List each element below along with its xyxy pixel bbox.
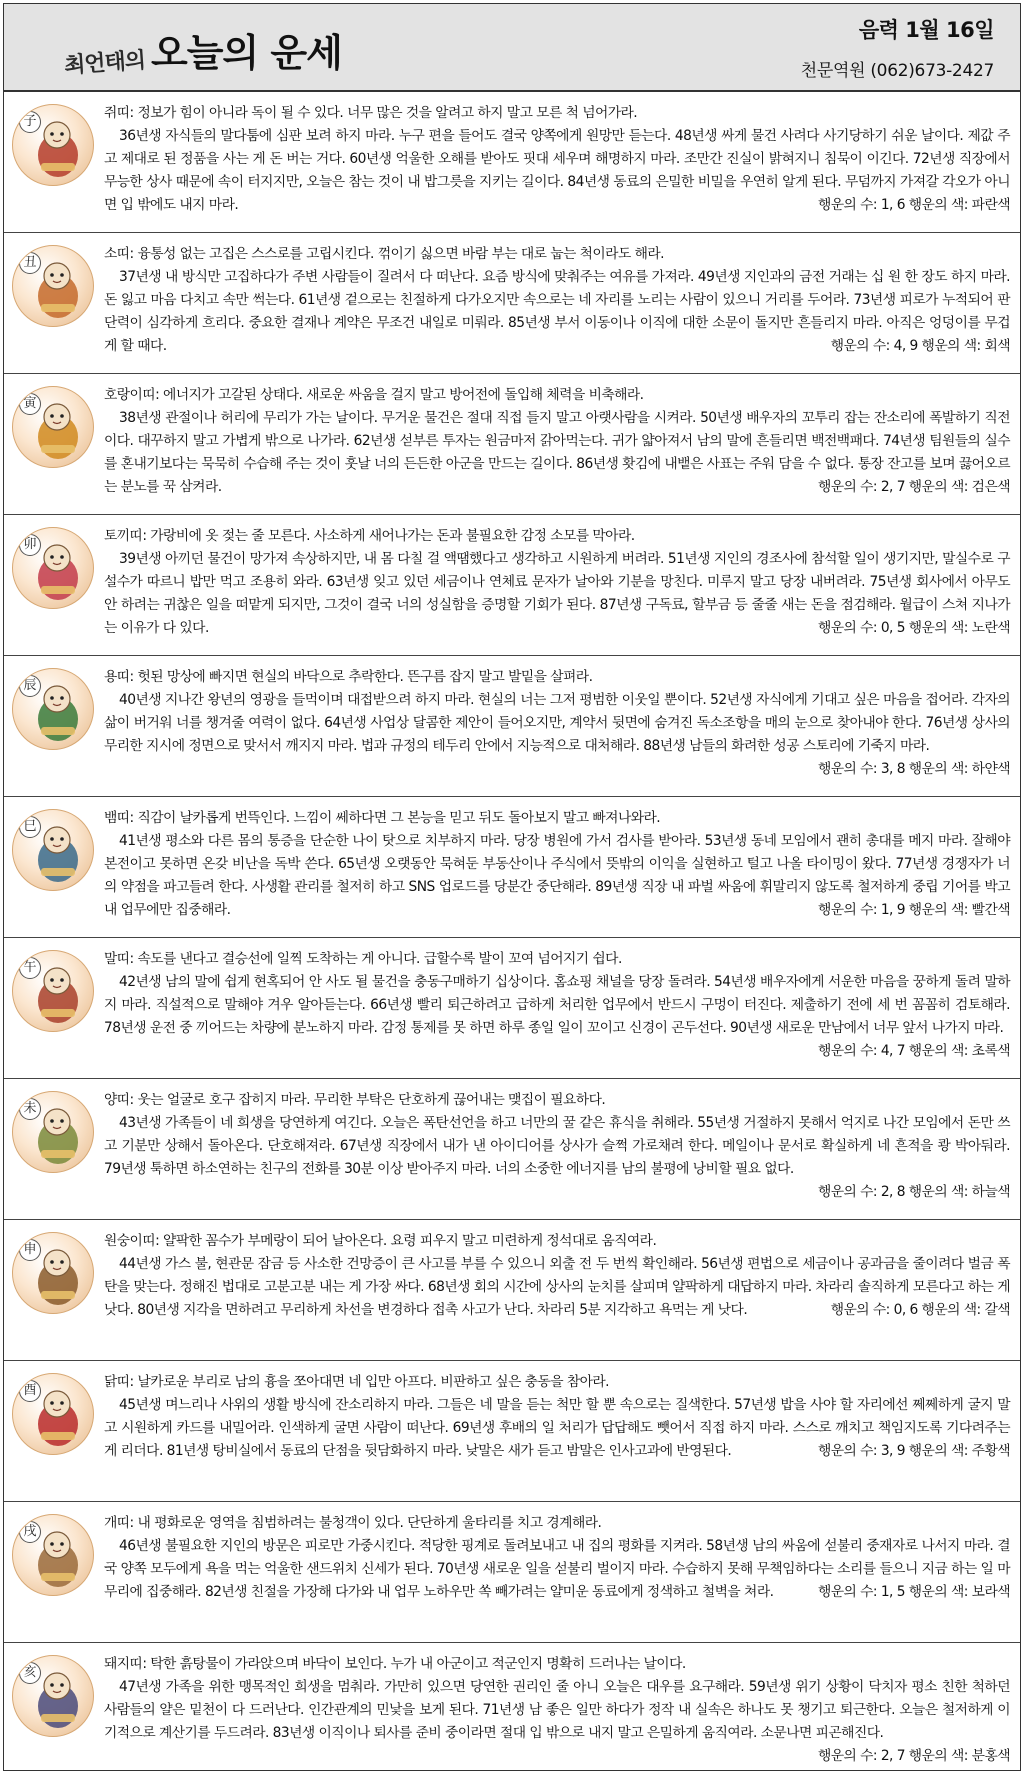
lucky-info: 행운의 수: 4, 7 행운의 색: 초록색 [817,1043,1010,1059]
fortune-headline: 용띠: 헛된 망상에 빠지면 현실의 바닥으로 추락한다. 뜬구름 잡지 말고 발밑을 살펴라. [104,669,593,685]
fortune-detail [104,1394,1010,1463]
lucky-info: 행운의 수: 2, 7 행운의 색: 검은색 [817,479,1010,495]
lunar-date: 음력 1월 16일 [858,18,994,42]
fortune-headline: 돼지띠: 탁한 흙탕물이 가라앉으며 바닥이 보인다. 누가 내 아군이고 적군인지 명확히 드러나는 날이다. [104,1656,686,1672]
zodiac-entry [4,1643,1020,1781]
fortune-detail-text: 45년생 며느리나 사위의 생활 방식에 잔소리하지 마라. 그들은 네 말을 듣는 척만 할 뿐 속으로는 질색한다. 57년생 밥을 사야 할 자리에선 쩨쩨하게 굴지 말고 시원하게 카드를 내밀어라. 인색하게 굴면 사람이 떠난다. 69년생 후배의 일 처리가 답답해도 뺏어서 직접 하지 마라. 스스로 깨치고 책임지도록 기다려주는 게 리더다. 81년생 탕비실에서 동료의 단점을 뒷담화하지 마라. 낮말은 새가 듣고 밤말은 인사고과에 반영된다. [104,1397,1010,1459]
zodiac-entry [4,233,1020,374]
ox-icon [12,245,94,327]
snake-icon [12,809,94,891]
zodiac-entry [4,1361,1020,1502]
fortune-detail [104,689,1010,777]
column-logo [64,22,342,77]
fortune-detail [104,1253,1010,1322]
zodiac-entry [4,515,1020,656]
lucky-info: 행운의 수: 0, 5 행운의 색: 노란색 [817,620,1010,636]
dog-icon [12,1514,94,1596]
fortune-text [104,807,1010,922]
lucky-info: 행운의 수: 3, 9 행운의 색: 주황색 [817,1443,1010,1459]
zodiac-entry [4,797,1020,938]
fortune-text [104,102,1010,217]
tiger-icon [12,386,94,468]
lucky-info: 행운의 수: 2, 7 행운의 색: 분홍색 [817,1748,1010,1764]
fortune-text [104,1653,1010,1768]
zodiac-badge: 申 [19,1239,41,1261]
fortune-detail [104,266,1010,358]
fortune-text [104,1512,1010,1604]
fortune-text [104,243,1010,358]
lucky-info: 행운의 수: 1, 9 행운의 색: 빨간색 [817,902,1010,918]
fortune-headline: 원숭이띠: 얄팍한 꼼수가 부메랑이 되어 날아온다. 요령 피우지 말고 미련하게 정석대로 움직여라. [104,1233,657,1249]
fortune-detail-text: 39년생 아끼던 물건이 망가져 속상하지만, 내 몸 다칠 걸 액땜했다고 생각하고 시원하게 버려라. 51년생 지인의 경조사에 참석할 일이 생기지만, 말실수로 구설수가 따르니 밥만 먹고 조용히 와라. 63년생 잊고 있던 세금이나 연체료 문자가 날아와 기분을 망친다. 미루지 말고 당장 내버려라. 75년생 회사에서 아무도 안 하려는 귀찮은 일을 떠맡게 되지만, 그것이 결국 너의 성실함을 증명할 기회가 된다. 87년생 구독료, 할부금 등 줄줄 새는 돈을 점검해라. 월급이 스쳐 지나가는 이유가 다 있다. [104,551,1010,636]
fortune-text [104,525,1010,640]
fortune-detail [104,1676,1010,1764]
dragon-icon [12,668,94,750]
logo-author: 최언태의 [63,48,146,79]
rabbit-icon [12,527,94,609]
fortune-headline: 호랑이띠: 에너지가 고갈된 상태다. 새로운 싸움을 걸지 말고 방어전에 돌입해 체력을 비축해라. [104,387,644,403]
zodiac-badge: 未 [19,1098,41,1120]
header-info [801,14,994,81]
rat-icon [12,104,94,186]
fortune-detail [104,830,1010,922]
fortune-detail-text: 42년생 남의 말에 쉽게 현혹되어 안 사도 될 물건을 충동구매하기 십상이다. 홈쇼핑 채널을 당장 돌려라. 54년생 배우자에게 서운한 마음을 꿍하게 돌려 말하지 마라. 직설적으로 말해야 겨우 알아듣는다. 66년생 빨리 퇴근하려고 급하게 처리한 업무에서 반드시 구멍이 터진다. 제출하기 전에 세 번 꼼꼼히 검토해라. 78년생 운전 중 끼어드는 차량에 분노하지 마라. 감정 통제를 못 하면 하루 종일 일이 꼬이고 신경이 곤두선다. 90년생 새로운 만남에서 너무 앞서 나가지 마라. [104,974,1010,1036]
rooster-icon [12,1373,94,1455]
zodiac-badge: 戌 [19,1521,41,1543]
monkey-icon [12,1232,94,1314]
zodiac-badge: 辰 [19,675,41,697]
fortune-page [3,3,1021,1771]
fortune-detail-text: 41년생 평소와 다른 몸의 통증을 단순한 나이 탓으로 치부하지 마라. 당장 병원에 가서 검사를 받아라. 53년생 동네 모임에서 괜히 총대를 메지 마라. 잘해야 본전이고 못하면 온갖 비난을 독박 쓴다. 65년생 오랫동안 묵혀둔 부동산이나 주식에서 뜻밖의 이익을 실현하고 털고 나올 타이밍이 왔다. 77년생 경쟁자가 너의 약점을 파고들려 한다. 사생활 관리를 철저히 하고 SNS 업로드를 당분간 중단해라. 89년생 직장 내 파벌 싸움에 휘말리지 않도록 철저하게 중립 기어를 박고 내 업무에만 집중해라. [104,833,1010,918]
zodiac-badge: 丑 [19,252,41,274]
fortune-headline: 쥐띠: 정보가 힘이 아니라 독이 될 수 있다. 너무 많은 것을 알려고 하지 말고 모른 척 넘어가라. [104,105,638,121]
fortune-text [104,384,1010,499]
fortune-text [104,1230,1010,1322]
fortune-detail-text: 36년생 자식들의 말다툼에 심판 보려 하지 마라. 누구 편을 들어도 결국 양쪽에게 원망만 듣는다. 48년생 싸게 물건 사려다 사기당하기 쉬운 날이다. 제값 주고 제대로 된 정품을 사는 게 돈 버는 거다. 60년생 억울한 오해를 받아도 핏대 세우며 해명하지 마라. 조만간 진실이 밝혀지니 침묵이 이긴다. 72년생 직장에서 무능한 상사 때문에 속이 터지지만, 오늘은 참는 것이 내 밥그릇을 지키는 길이다. 84년생 동료의 은밀한 비밀을 우연히 알게 된다. 무덤까지 가져갈 각오가 아니면 입 밖에도 내지 마라. [104,128,1010,213]
fortune-headline: 말띠: 속도를 낸다고 결승선에 일찍 도착하는 게 아니다. 급할수록 발이 꼬여 넘어지기 쉽다. [104,951,622,967]
lucky-info: 행운의 수: 2, 8 행운의 색: 하늘색 [817,1184,1010,1200]
fortune-detail-text: 46년생 불필요한 지인의 방문은 피로만 가중시킨다. 적당한 핑계로 돌려보내고 내 집의 평화를 지켜라. 58년생 남의 싸움에 섣불리 중재자로 나서지 마라. 결국 양쪽 모두에게 욕을 먹는 억울한 샌드위치 신세가 된다. 70년생 새로운 일을 섣불리 벌이지 마라. 수습하지 못해 무책임하다는 소리를 들으니 지금 하는 일 마무리에 집중해라. 82년생 친절을 가장해 다가와 내 업무 노하우만 쏙 빼가려는 얄미운 동료에게 정색하고 철벽을 쳐라. [104,1538,1010,1600]
zodiac-list [4,92,1020,1781]
lucky-info: 행운의 수: 0, 6 행운의 색: 갈색 [830,1302,1010,1318]
zodiac-entry [4,938,1020,1079]
zodiac-badge: 寅 [19,393,41,415]
header [4,4,1020,92]
zodiac-entry [4,1079,1020,1220]
zodiac-entry [4,656,1020,797]
fortune-detail [104,1112,1010,1200]
fortune-detail-text: 44년생 가스 불, 현관문 잠금 등 사소한 건망증이 큰 사고를 부를 수 있으니 외출 전 두 번씩 확인해라. 56년생 편법으로 세금이나 공과금을 줄이려다 벌금 폭탄을 맞는다. 정해진 법대로 고분고분 내는 게 가장 싸다. 68년생 회의 시간에 상사의 눈치를 살피며 얄팍하게 대답하지 마라. 차라리 솔직하게 모른다고 하는 게 낫다. 80년생 지각을 면하려고 무리하게 차선을 변경하다 접촉 사고가 난다. 차라리 5분 지각하고 욕먹는 게 낫다. [104,1256,1010,1318]
zodiac-badge: 巳 [19,816,41,838]
fortune-headline: 양띠: 웃는 얼굴로 호구 잡히지 마라. 무리한 부탁은 단호하게 끊어내는 맺집이 필요하다. [104,1092,606,1108]
logo-title: 오늘의 운세 [151,31,342,75]
lucky-info: 행운의 수: 1, 6 행운의 색: 파란색 [817,197,1010,213]
zodiac-entry [4,92,1020,233]
zodiac-entry [4,1220,1020,1361]
zodiac-badge: 子 [19,111,41,133]
fortune-headline: 소띠: 융통성 없는 고집은 스스로를 고립시킨다. 꺾이기 싫으면 바람 부는 대로 눕는 척이라도 해라. [104,246,664,262]
fortune-detail-text: 37년생 내 방식만 고집하다가 주변 사람들이 질려서 다 떠난다. 요즘 방식에 맞춰주는 여유를 가져라. 49년생 지인과의 금전 거래는 십 원 한 장도 하지 마라. 돈 잃고 마음 다치고 속만 썩는다. 61년생 겉으로는 친절하게 다가오지만 속으로는 네 자리를 노리는 사람이 있으니 거리를 두어라. 73년생 피로가 누적되어 판단력이 심각하게 흐리다. 중요한 결재나 계약은 무조건 내일로 미뤄라. 85년생 부서 이동이나 이직에 대한 소문이 돌지만 흔들리지 마라. 아직은 엉덩이를 무겁게 할 때다. [104,269,1010,354]
zodiac-badge: 亥 [19,1662,41,1684]
sheep-icon [12,1091,94,1173]
horse-icon [12,950,94,1032]
fortune-detail [104,125,1010,217]
zodiac-badge: 酉 [19,1380,41,1402]
zodiac-entry [4,1502,1020,1643]
lucky-info: 행운의 수: 1, 5 행운의 색: 보라색 [817,1584,1010,1600]
fortune-detail-text: 40년생 지나간 왕년의 영광을 들먹이며 대접받으려 하지 마라. 현실의 너는 그저 평범한 이웃일 뿐이다. 52년생 자식에게 기대고 싶은 마음을 접어라. 각자의 삶이 버거워 너를 챙겨줄 여력이 없다. 64년생 사업상 달콤한 제안이 들어오지만, 계약서 뒷면에 숨겨진 독소조항을 매의 눈으로 찾아내야 한다. 76년생 상사의 무리한 지시에 정면으로 맞서서 깨지지 마라. 법과 규정의 테두리 안에서 지능적으로 대처해라. 88년생 남들의 화려한 성공 스토리에 기죽지 마라. [104,692,1010,754]
publisher-contact: 천문역원 (062)673-2427 [800,61,994,81]
fortune-text [104,1371,1010,1463]
fortune-detail-text: 43년생 가족들이 네 희생을 당연하게 여긴다. 오늘은 폭탄선언을 하고 너만의 꿀 같은 휴식을 취해라. 55년생 거절하지 못해서 억지로 나간 모임에서 돈만 쓰고 기분만 상해서 돌아온다. 단호해져라. 67년생 직장에서 내가 낸 아이디어를 상사가 슬쩍 가로채려 한다. 메일이나 문서로 확실하게 네 흔적을 쾅 박아둬라. 79년생 툭하면 하소연하는 친구의 전화를 30분 이상 받아주지 마라. 너의 소중한 에너지를 남의 불평에 낭비할 필요 없다. [104,1115,1010,1177]
fortune-headline: 닭띠: 날카로운 부리로 남의 흉을 쪼아대면 네 입만 아프다. 비판하고 싶은 충동을 참아라. [104,1374,610,1390]
zodiac-badge: 卯 [19,534,41,556]
fortune-headline: 토끼띠: 가랑비에 옷 젖는 줄 모른다. 사소하게 새어나가는 돈과 불필요한 감정 소모를 막아라. [104,528,635,544]
zodiac-badge: 午 [19,957,41,979]
fortune-text [104,948,1010,1063]
fortune-detail [104,971,1010,1059]
fortune-detail [104,548,1010,640]
lucky-info: 행운의 수: 4, 9 행운의 색: 회색 [830,338,1010,354]
fortune-headline: 뱀띠: 직감이 날카롭게 번뜩인다. 느낌이 쎄하다면 그 본능을 믿고 뒤도 돌아보지 말고 빠져나와라. [104,810,661,826]
fortune-detail [104,407,1010,499]
pig-icon [12,1655,94,1737]
zodiac-entry [4,374,1020,515]
fortune-detail [104,1535,1010,1604]
fortune-text [104,666,1010,781]
fortune-text [104,1089,1010,1204]
fortune-headline: 개띠: 내 평화로운 영역을 침범하려는 불청객이 있다. 단단하게 울타리를 치고 경계해라. [104,1515,602,1531]
fortune-detail-text: 38년생 관절이나 허리에 무리가 가는 날이다. 무거운 물건은 절대 직접 들지 말고 아랫사람을 시켜라. 50년생 배우자의 꼬투리 잡는 잔소리에 폭발하기 직전이다. 대꾸하지 말고 가볍게 밖으로 나가라. 62년생 섣부른 투자는 원금마저 갉아먹는다. 귀가 얇아져서 남의 말에 흔들리면 백전백패다. 74년생 팀원들의 실수를 혼내기보다는 묵묵히 수습해 주는 것이 훗날 너의 든든한 아군을 만드는 길이다. 86년생 홧김에 내뱉은 사표는 주워 담을 수 없다. 통장 잔고를 보며 끓어오르는 분노를 꾹 삼켜라. [104,410,1010,495]
fortune-detail-text: 47년생 가족을 위한 맹목적인 희생을 멈춰라. 가만히 있으면 당연한 권리인 줄 아니 오늘은 대우를 요구해라. 59년생 위기 상황이 닥치자 평소 친한 척하던 사람들의 얄은 밑천이 다 드러난다. 인간관계의 민낯을 보게 된다. 71년생 남 좋은 일만 하다가 정작 내 실속은 하나도 못 챙기고 퇴근한다. 오늘은 철저하게 이기적으로 계산기를 두드려라. 83년생 이직이나 퇴사를 준비 중이라면 절대 입 밖으로 내지 말고 은밀하게 움직여라. 소문나면 피곤해진다. [104,1679,1010,1741]
lucky-info: 행운의 수: 3, 8 행운의 색: 하얀색 [817,761,1010,777]
